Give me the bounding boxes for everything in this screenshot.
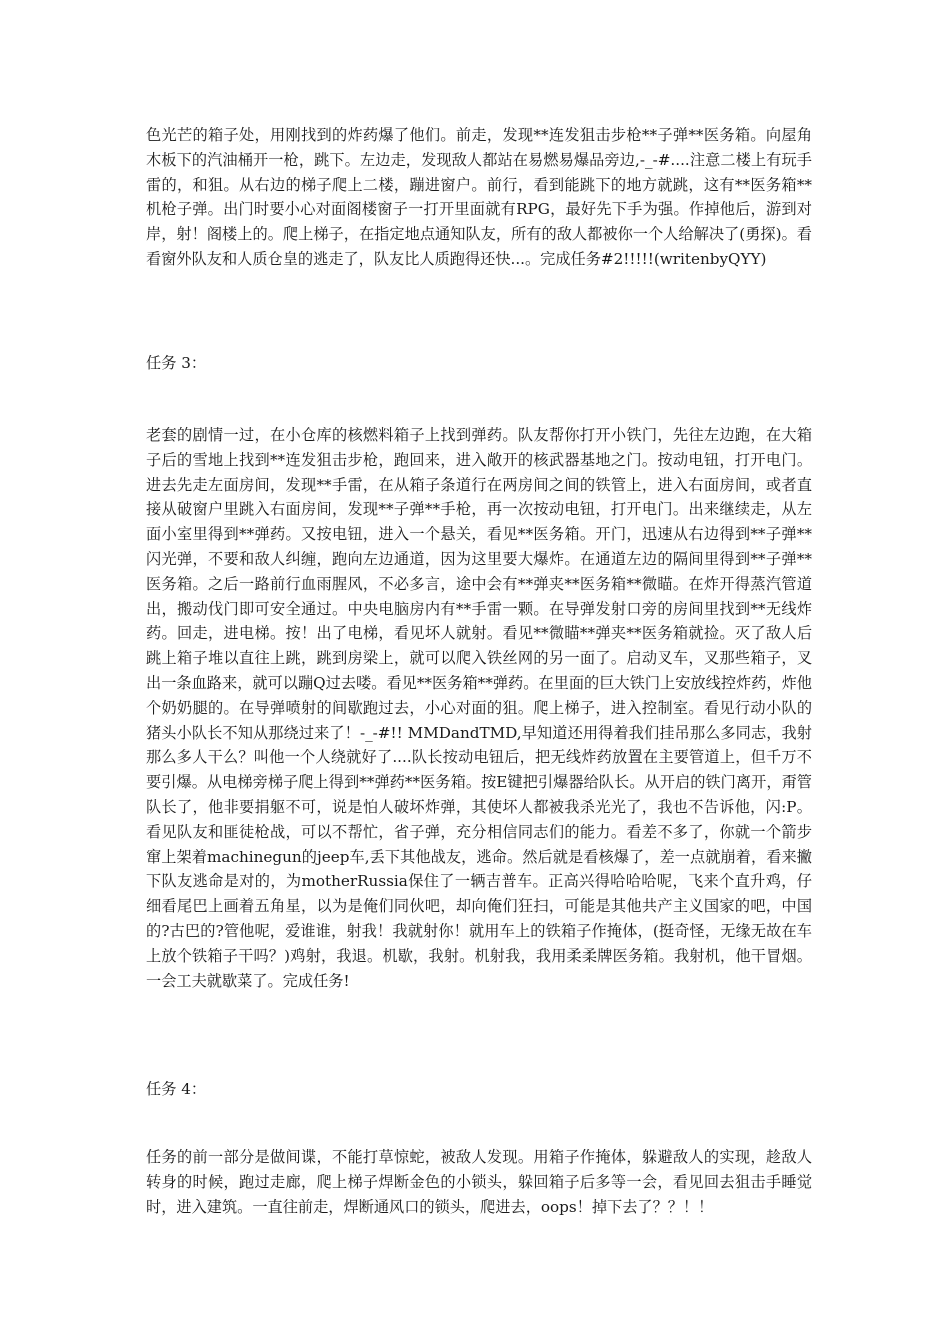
mission-4-heading: 任务 4： xyxy=(146,1080,207,1098)
mission-2-paragraph: 色光芒的箱子处，用刚找到的炸药爆了他们。前走，发现**连发狙击步枪**子弹**医务箱。向屋角木板下的汽油桶开一枪，跳下。左边走，发现敌人都站在易燃易爆品旁边,-_-#....注意二楼上有玩手雷的，和狙。从右边的梯子爬上二楼，蹦进窗户。前行，看到能跳下的地方就跳，这有**医务箱**机枪子弹。出门时要小心对面阁楼窗子一打开里面就有RPG，最好先下手为强。作掉他后，游到对岸，射！阁楼上的。爬上梯子，在指定地点通知队友，所有的敌人都被你一个人给解决了(勇探)。看看窗外队友和人质仓皇的逃走了，队友比人质跑得还快...。完成任务#2!!!!!(writenbyQYY) xyxy=(146,126,812,268)
mission-4-paragraph: 任务的前一部分是做间谍，不能打草惊蛇，被敌人发现。用箱子作掩体，躲避敌人的实现，趁敌人转身的时候，跑过走廊，爬上梯子焊断金色的小锁头，躲回箱子后多等一会，看见回去狙击手睡觉时，进入建筑。一直往前走，焊断通风口的锁头，爬进去，oops！掉下去了？？！！ xyxy=(146,1148,812,1216)
mission-3-heading: 任务 3： xyxy=(146,354,207,372)
mission-3-paragraph: 老套的剧情一过，在小仓库的核燃料箱子上找到弹药。队友帮你打开小铁门，先往左边跑，在大箱子后的雪地上找到**连发狙击步枪，跑回来，进入敞开的核武器基地之门。按动电钮，打开电门。进去先走左面房间，发现**手雷，在从箱子条道行在两房间之间的铁管上，进入右面房间，或者直接从破窗户里跳入右面房间，发现**子弹**手枪，再一次按动电钮，打开电门。出来继续走，从左面小室里得到**弹药。又按电钮，进入一个悬关，看见**医务箱。开门，迅速从右边得到**子弹**闪光弹，不要和敌人纠缠，跑向左边通道，因为这里要大爆炸。在通道左边的隔间里得到**子弹**医务箱。之后一路前行血雨腥风，不必多言，途中会有**弹夹**医务箱**微瞄。在炸开得蒸汽管道出，搬动伐门即可安全通过。中央电脑房内有**手雷一颗。在导弹发射口旁的房间里找到**无线炸药。回走，进电梯。按！出了电梯，看见坏人就射。看见**微瞄**弹夹**医务箱就捡。灭了敌人后跳上箱子堆以直往上跳，跳到房梁上，就可以爬入铁丝网的另一面了。启动叉车，叉那些箱子，叉出一条血路来，就可以蹦Q过去喽。看见**医务箱**弹药。在里面的巨大铁门上安放线控炸药，炸他个奶奶腿的。在导弹喷射的间歇跑过去，小心对面的狙。爬上梯子，进入控制室。看见行动小队的猪头小队长不知从那绕过来了！-_-#!! MMDandTMD,早知道还用得着我们挂吊那么多同志，我射那么多人干么？叫他一个人绕就好了....队长按动电钮后，把无线炸药放置在主要管道上，但千万不要引爆。从电梯旁梯子爬上得到**弹药**医务箱。按E键把引爆器给队长。从开启的铁门离开，甭管队长了，他非要捐躯不可，说是怕人破坏炸弹，其使坏人都被我杀光光了，我也不告诉他，闪:P。看见队友和匪徒枪战，可以不帮忙，省子弹，充分相信同志们的能力。看差不多了，你就一个箭步窜上架着machinegun的jeep车,丢下其他战友，逃命。然后就是看核爆了，差一点就崩着，看来撇下队友逃命是对的，为motherRussia保住了一辆吉普车。正高兴得哈哈哈呢，飞来个直升鸡，仔细看尾巴上画着五角星，以为是俺们同伙吧，却向俺们狂扫，可能是其他共产主义国家的吧，中国的?古巴的?管他呢，爱谁谁，射我！我就射你！就用车上的铁箱子作掩体，(挺奇怪，无缘无故在车上放个铁箱子干吗？)鸡射，我退。机歇，我射。机射我，我用柔柔牌医务箱。我射机，他干冒烟。一会工夫就歇菜了。完成任务! xyxy=(146,426,812,990)
